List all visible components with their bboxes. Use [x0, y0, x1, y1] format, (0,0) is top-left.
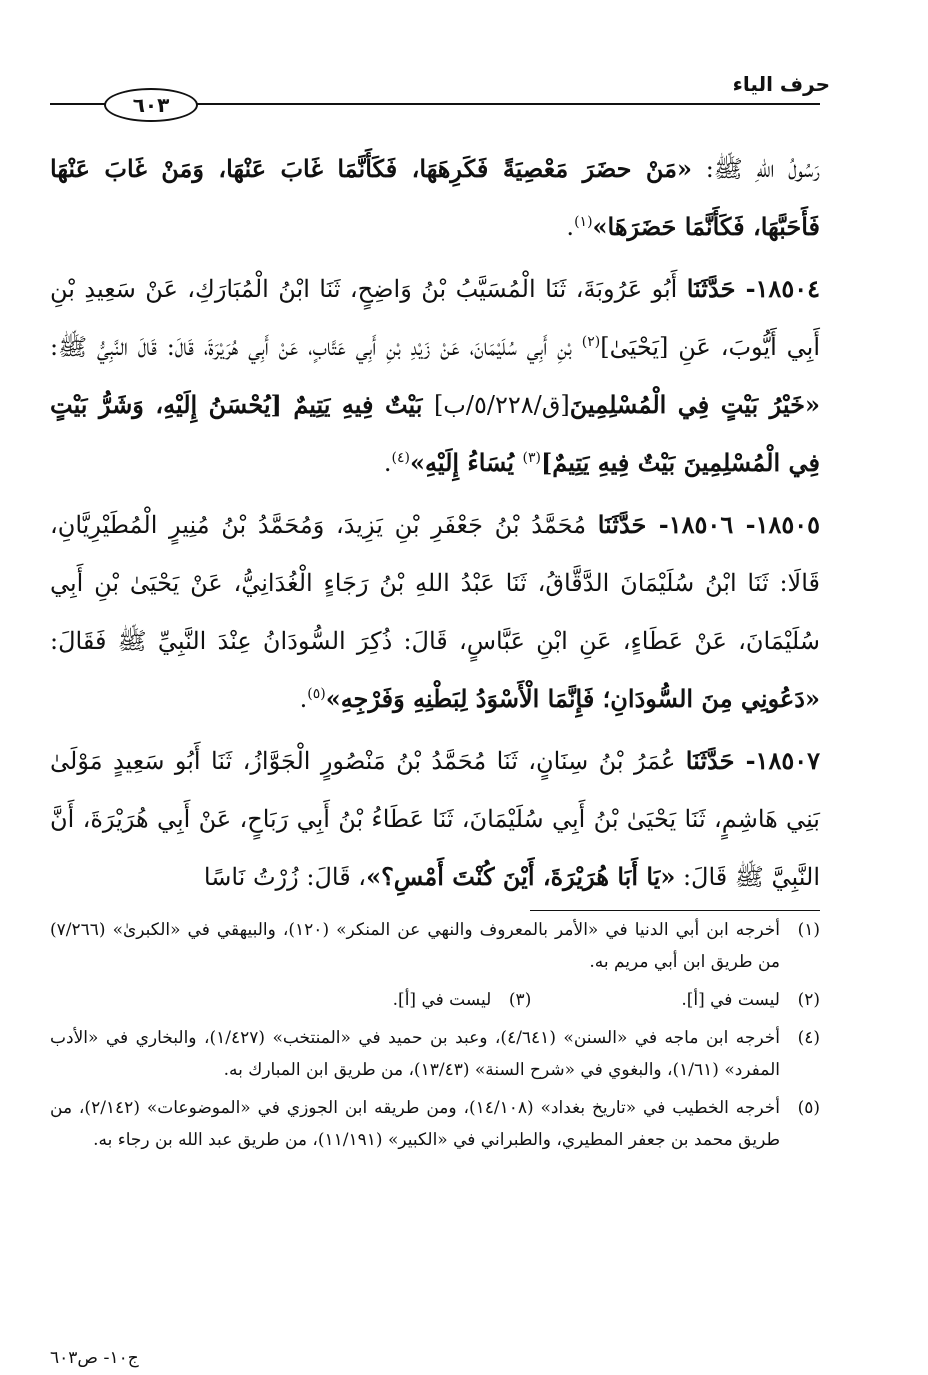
- page-number: ٦٠٣: [104, 88, 198, 122]
- isnad-text: .: [566, 213, 575, 241]
- isnad-text: ، قَالَ: زُرْتُ نَاسًا: [203, 863, 367, 891]
- footnote-1: [50, 914, 820, 978]
- footnote-text: ليست في [أ].: [392, 990, 492, 1010]
- footnote-mark: (١): [797, 920, 820, 940]
- isnad-text: [ق/٥/٢٢٨/ب]: [433, 391, 570, 419]
- paragraph: [50, 260, 820, 492]
- footnote-mark: (٢): [797, 990, 820, 1010]
- footnote-mark: (٤): [797, 1028, 820, 1048]
- isnad-text: أَبُو عَرُوبَةَ، ثَنَا الْمُسَيَّبُ بْنُ وَاضِحٍ، ثَنَا ابْنُ الْمُبَارَكِ، عَنْ سَعِيدِ بْنِ أَبِي أَيُّوبَ، عَنِ [يَحْيَىٰ]: [50, 275, 821, 361]
- footnote-rule: [530, 910, 820, 911]
- isnad-text: رَسُولُ اللهِ ﷺ:: [692, 155, 820, 183]
- footnote-row: [50, 984, 820, 1016]
- hadith-text: «يَا أَبَا هُرَيْرَةَ، أَيْنَ كُنْتَ أَمْسِ؟»: [366, 862, 676, 891]
- paragraph: [50, 496, 820, 728]
- footnote-3: [393, 984, 532, 1016]
- footnote-ref: (١): [574, 214, 593, 230]
- hadith-number: ١٨٥٠٥- ١٨٥٠٦-: [646, 510, 821, 539]
- printer-signature: ج١٠- ص٦٠٣: [50, 1348, 139, 1368]
- paragraph: [50, 140, 820, 256]
- footnote-text: أخرجه ابن ماجه في «السنن» (٤/٦٤١)، وعبد بن حميد في «المنتخب» (١/٤٢٧)، والبخاري في «الأدب المفرد» (١/٦١)، والبغوي في «شرح السنة» (١٣/٤٣)، من طريق ابن المبارك به.: [50, 1028, 781, 1080]
- hadith-text: بَيْتٌ فِيهِ يَتِيمٌ [يُحْسَنُ إِلَيْهِ، وَشَرُّ بَيْتٍ فِي الْمُسْلِمِينَ بَيْتٌ فِيهِ يَتِيمٌ]: [50, 390, 820, 477]
- hadith-text: يُسَاءُ إِلَيْهِ»: [409, 448, 523, 477]
- hadith-number: ١٨٥٠٧-: [734, 746, 820, 775]
- main-text: [50, 140, 820, 910]
- isnad-text: بْنِ أَبِي سُلَيْمَانَ، عَنْ زَيْدِ بْنِ أَبِي عَتَّابٍ، عَنْ أَبِي هُرَيْرَةَ، قَالَ: قَالَ النَّبِيُّ ﷺ:: [50, 333, 582, 361]
- haddathana-word: حَدَّثَنَا: [597, 510, 647, 539]
- footnote-text: أخرجه ابن أبي الدنيا في «الأمر بالمعروف والنهي عن المنكر» (١٢٠)، والبيهقي في «الكبرىٰ» (٧/٢٦٦) من طريق ابن أبي مريم به.: [50, 920, 780, 972]
- paragraph: [50, 732, 820, 906]
- hadith-text: «مَنْ حضَرَ مَعْصِيَةً فَكَرِهَهَا، فَكَأَنَّمَا غَابَ عَنْهَا، وَمَنْ غَابَ عَنْهَا فَأَحَبَّهَا، فَكَأَنَّمَا حَضَرَهَا»: [50, 154, 820, 241]
- isnad-text: .: [383, 449, 392, 477]
- footnote-mark: (٣): [508, 990, 532, 1010]
- isnad-text: عُمَرُ بْنُ سِنَانٍ، ثَنَا مُحَمَّدُ بْنُ مَنْصُورٍ الْجَوَّازُ، ثَنَا أَبُو سَعِيدٍ مَوْلَىٰ بَنِي هَاشِمٍ، ثَنَا يَحْيَىٰ بْنُ أَبِي سُلَيْمَانَ، ثَنَا عَطَاءُ بْنُ أَبِي رَبَاحٍ، عَنْ أَبِي هُرَيْرَةَ، أَنَّ النَّبِيَّ ﷺ قَالَ:: [50, 747, 820, 891]
- running-head: حرف الياء: [732, 72, 830, 96]
- footnote-5: [50, 1092, 820, 1156]
- footnote-ref: (٢): [581, 334, 601, 350]
- footnotes: [50, 914, 820, 1162]
- hadith-number: ١٨٥٠٤-: [735, 274, 820, 303]
- footnote-4: [50, 1022, 820, 1086]
- haddathana-word: حَدَّثَنَا: [686, 274, 736, 303]
- isnad-text: .: [299, 685, 308, 713]
- footnote-ref: (٤): [391, 450, 410, 466]
- hadith-text: «خَيْرُ بَيْتٍ فِي الْمُسْلِمِينَ: [569, 390, 820, 419]
- haddathana-word: حَدَّثَنَا: [685, 746, 735, 775]
- footnote-text: أخرجه الخطيب في «تاريخ بغداد» (١٤/١٠٨)، ومن طريقه ابن الجوزي في «الموضوعات» (٢/١٤٢)، من طريق محمد بن جعفر المطيري، والطبراني في «الكبير» (١١/١٩١)، من طريق عبد الله بن رجاء به.: [50, 1098, 781, 1150]
- footnote-mark: (٥): [797, 1098, 820, 1118]
- footnote-2: [681, 984, 820, 1016]
- footnote-ref: (٣): [522, 450, 541, 466]
- footnote-ref: (٥): [307, 686, 326, 702]
- hadith-text: «دَعُونِي مِنَ السُّودَانِ؛ فَإِنَّمَا الْأَسْوَدُ لِبَطْنِهِ وَفَرْجِهِ»: [325, 684, 820, 713]
- footnote-text: ليست في [أ].: [681, 990, 780, 1010]
- isnad-text: مُحَمَّدُ بْنُ جَعْفَرِ بْنِ يَزِيدَ، وَمُحَمَّدُ بْنُ مُنِيرٍ الْمُطَيْرِيَّانِ، قَالَا: ثَنَا ابْنُ سُلَيْمَانَ الدَّقَّاقُ، ثَنَا عَبْدُ اللهِ بْنُ رَجَاءٍ الْغُدَانِيُّ، عَنْ يَحْيَىٰ بْنِ أَبِي سُلَيْمَانَ، عَنْ عَطَاءٍ، عَنِ ابْنِ عَبَّاسٍ، قَالَ: ذُكِرَ السُّودَانُ عِنْدَ النَّبِيِّ ﷺ فَقَالَ:: [50, 511, 820, 655]
